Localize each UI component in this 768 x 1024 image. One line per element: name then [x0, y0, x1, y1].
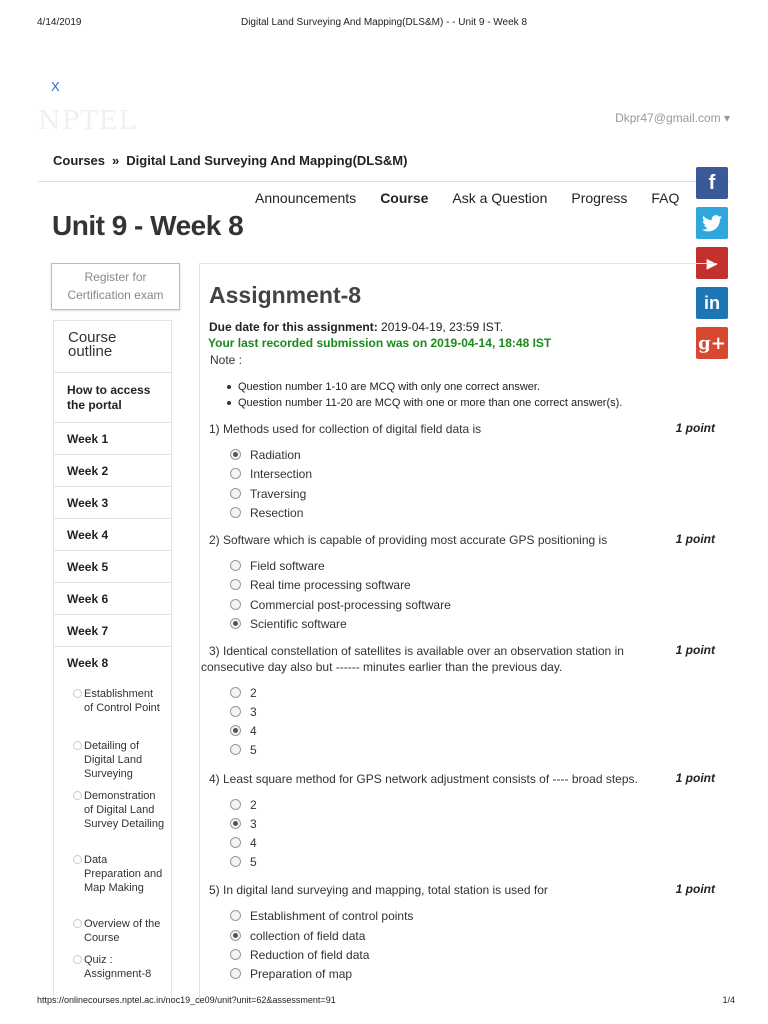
circle-icon — [73, 791, 82, 800]
radio-button[interactable] — [230, 449, 241, 460]
sidebar-item-week-6[interactable]: Week 6 — [54, 583, 171, 615]
sidebar-subitem[interactable] — [54, 917, 171, 953]
radio-button[interactable] — [230, 706, 241, 717]
sidebar-item-week-4[interactable]: Week 4 — [54, 519, 171, 551]
radio-button[interactable] — [230, 949, 241, 960]
course-outline-heading-line1: Course — [68, 329, 117, 346]
tab-progress[interactable]: Progress — [571, 190, 628, 206]
sidebar-subitem-label: Quiz : Assignment-8 — [84, 954, 152, 980]
breadcrumb-courses-link[interactable]: Courses — [53, 153, 106, 168]
tab-announcements[interactable]: Announcements — [255, 190, 357, 206]
radio-button[interactable] — [230, 744, 241, 755]
option-label: 2 — [250, 686, 257, 700]
tab-faq[interactable]: FAQ — [651, 190, 680, 206]
radio-button[interactable] — [230, 488, 241, 499]
sidebar-item-week-5[interactable]: Week 5 — [54, 551, 171, 583]
print-title: Digital Land Surveying And Mapping(DLS&M) - - Unit 9 - Week 8 — [240, 17, 528, 28]
print-url: https://onlinecourses.nptel.ac.in/noc19_ce09/unit?unit=62&assessment=91 — [37, 995, 336, 1005]
sidebar-subitem[interactable] — [54, 853, 171, 917]
radio-button[interactable] — [230, 468, 241, 479]
sidebar-subitem-label: Overview of the Course — [84, 918, 161, 944]
circle-icon — [73, 955, 82, 964]
breadcrumb-separator: » — [112, 153, 120, 168]
note-label: Note : — [210, 353, 243, 367]
radio-button[interactable] — [230, 930, 241, 941]
course-outline-heading — [54, 321, 171, 373]
due-date-value: 2019-04-19, 23:59 IST. — [381, 320, 504, 334]
radio-button[interactable] — [230, 968, 241, 979]
radio-button[interactable] — [230, 618, 241, 629]
question-text: 2) Software which is capable of providing most accurate GPS positioning is — [209, 533, 608, 547]
print-date: 4/14/2019 — [37, 17, 82, 28]
option-label: 5 — [250, 743, 257, 757]
question-points: 1 point — [675, 882, 715, 896]
option-label: Resection — [250, 506, 304, 520]
sidebar-subitem-label: Establishment of Control Point — [84, 688, 160, 714]
radio-button[interactable] — [230, 725, 241, 736]
option-label: Reduction of field data — [250, 948, 370, 962]
tab-ask-question[interactable]: Ask a Question — [452, 190, 548, 206]
question-points: 1 point — [675, 421, 715, 435]
youtube-icon[interactable]: ▶ — [696, 247, 728, 279]
sidebar-subitem[interactable] — [54, 953, 171, 989]
option-label: Commercial post-processing software — [250, 598, 451, 612]
course-nav — [255, 190, 703, 206]
question-text — [201, 643, 651, 675]
note-list — [238, 379, 622, 411]
linkedin-icon[interactable]: in — [696, 287, 728, 319]
breadcrumb — [53, 153, 407, 168]
register-certification-button[interactable] — [51, 263, 180, 310]
close-button[interactable]: X — [51, 79, 60, 94]
note-item: Question number 11-20 are MCQ with one or more than one correct answer(s). — [238, 397, 623, 409]
option-label: Radiation — [250, 448, 301, 462]
option-label: 5 — [250, 855, 257, 869]
option-label: Intersection — [250, 467, 313, 481]
option-label: Real time processing software — [250, 578, 411, 592]
circle-icon — [73, 741, 82, 750]
radio-button[interactable] — [230, 799, 241, 810]
radio-button[interactable] — [230, 910, 241, 921]
sidebar-subitem-label: Demonstration of Digital Land Survey Detailing — [84, 790, 165, 830]
sidebar-item-week-2[interactable]: Week 2 — [54, 455, 171, 487]
question-points: 1 point — [675, 532, 715, 546]
sidebar-item-week-3[interactable]: Week 3 — [54, 487, 171, 519]
question-points: 1 point — [675, 643, 715, 657]
option-label: Establishment of control points — [250, 909, 414, 923]
register-line-2: Certification exam — [67, 288, 164, 302]
question-text-content: 3) Identical constellation of satellites is available over an observation station in consecutive day also but ------ minutes earlier than the previous day. — [201, 644, 624, 674]
radio-button[interactable] — [230, 579, 241, 590]
radio-button[interactable] — [230, 687, 241, 698]
due-date — [209, 320, 503, 334]
radio-button[interactable] — [230, 507, 241, 518]
sidebar-item-week-1[interactable]: Week 1 — [54, 423, 171, 455]
question-text: 5) In digital land surveying and mapping, total station is used for — [209, 883, 548, 897]
radio-button[interactable] — [230, 599, 241, 610]
radio-button[interactable] — [230, 837, 241, 848]
circle-icon — [73, 855, 82, 864]
course-outline-heading-line2: outline — [68, 343, 113, 360]
print-page-number: 1/4 — [722, 995, 735, 1005]
sidebar-item-week-8[interactable]: Week 8 — [67, 656, 109, 670]
due-date-label: Due date for this assignment: — [209, 320, 378, 334]
radio-button[interactable] — [230, 560, 241, 571]
sidebar-subitem[interactable] — [54, 687, 171, 739]
sidebar-subitem-label: Data Preparation and Map Making — [84, 854, 163, 894]
option-label: 4 — [250, 836, 257, 850]
question-text: 1) Methods used for collection of digital field data is — [209, 422, 482, 436]
header-divider — [38, 181, 730, 182]
sidebar-item-how-to-access[interactable]: How to access the portal — [54, 373, 171, 423]
sidebar-subitem[interactable] — [54, 789, 171, 853]
question-text: 4) Least square method for GPS network adjustment consists of ---- broad steps. — [209, 772, 638, 786]
last-submission-notice: Your last recorded submission was on 2019-04-14, 18:48 IST — [208, 336, 552, 350]
option-label: Scientific software — [250, 617, 347, 631]
register-line-1: Register for — [84, 270, 147, 284]
googleplus-icon[interactable]: g+ — [696, 327, 728, 359]
sidebar-subitem[interactable] — [54, 739, 171, 789]
nptel-logo[interactable]: NPTEL — [38, 106, 137, 136]
tab-course[interactable]: Course — [380, 190, 429, 206]
breadcrumb-course-link[interactable]: Digital Land Surveying And Mapping(DLS&M) — [126, 153, 408, 168]
note-item: Question number 1-10 are MCQ with only one correct answer. — [238, 379, 622, 395]
option-label: Field software — [250, 559, 325, 573]
sidebar-item-week-7[interactable]: Week 7 — [54, 615, 171, 647]
option-label: 3 — [250, 705, 257, 719]
circle-icon — [73, 919, 82, 928]
course-outline-sidebar — [53, 320, 172, 1000]
circle-icon — [73, 689, 82, 698]
question-points: 1 point — [675, 771, 715, 785]
radio-button[interactable] — [230, 818, 241, 829]
option-label: Traversing — [250, 487, 307, 501]
facebook-icon[interactable]: f — [696, 167, 728, 199]
assignment-title: Assignment-8 — [209, 282, 362, 308]
option-label: 3 — [250, 817, 257, 831]
option-label: 4 — [250, 724, 257, 738]
page-title: Unit 9 - Week 8 — [52, 210, 244, 241]
twitter-icon[interactable] — [696, 207, 728, 239]
option-label: Preparation of map — [250, 967, 353, 981]
radio-button[interactable] — [230, 856, 241, 867]
user-menu[interactable]: Dkpr47@gmail.com ▾ — [615, 111, 730, 125]
option-label: 2 — [250, 798, 257, 812]
sidebar-subitem-label: Detailing of Digital Land Surveying — [84, 740, 143, 780]
option-label: collection of field data — [250, 929, 366, 943]
